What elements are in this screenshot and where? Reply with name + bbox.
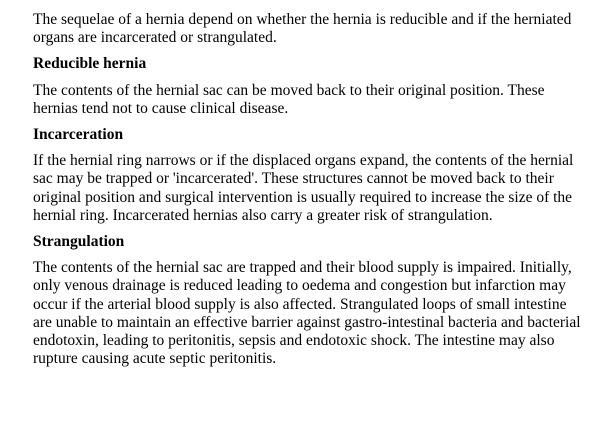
section-body-reducible-hernia: The contents of the hernial sac can be moved back to their original position. These hernias tend not to cause clinical disease.: [33, 81, 545, 117]
section-heading-incarceration: Incarceration: [33, 126, 124, 144]
document-body: [33, 11, 589, 376]
section-heading-reducible-hernia: Reducible hernia: [33, 55, 147, 73]
section-body-strangulation: The contents of the hernial sac are trapped and their blood supply is impaired. Initially, only venous drainage is reduced leading to oedema and congestion but infarction may occur if the arterial blood supply is also affected. Strangulated loops of small intestine are unable to maintain an effective barrier against gastro-intestinal bacteria and bacterial endotoxin, leading to peritonitis, sepsis and endotoxic shock. The intestine may also rupture causing acute septic peritonitis.: [33, 259, 581, 368]
intro-paragraph: The sequelae of a hernia depend on whether the hernia is reducible and if the herniated organs are incarcerated or strangulated.: [33, 11, 572, 47]
section-heading-strangulation: Strangulation: [33, 233, 125, 251]
section-body-incarceration: If the hernial ring narrows or if the displaced organs expand, the contents of the hernial sac may be trapped or 'incarcerated'. These structures cannot be moved back to their original position and surgical intervention is usually required to increase the size of the hernial ring. Incarcerated hernias also carry a greater risk of strangulation.: [33, 152, 574, 224]
